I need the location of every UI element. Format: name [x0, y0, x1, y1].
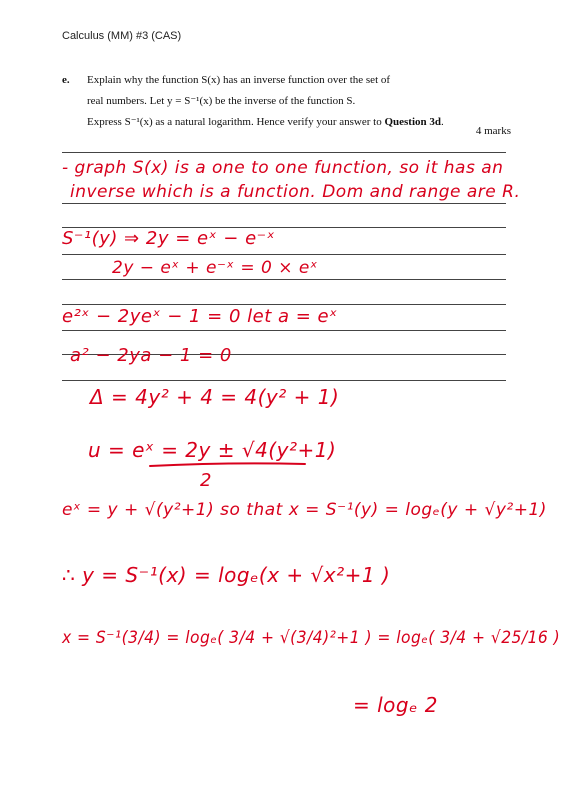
fraction-bar — [150, 463, 305, 466]
handwritten-line-12: = logₑ 2 — [353, 693, 439, 717]
handwritten-line-11: x = S⁻¹(3/4) = logₑ( 3/4 + √(3/4)²+1 ) = logₑ( 3/4 + √25/16 ) — [62, 628, 561, 648]
handwritten-line-10: ∴ y = S⁻¹(x) = logₑ(x + √x²+1 ) — [62, 563, 391, 587]
handwritten-line-1: - graph S(x) is a one to one function, so it has an — [62, 158, 504, 178]
question-line-2: real numbers. Let y = S⁻¹(x) be the inverse of the function S. — [87, 95, 356, 107]
handwritten-line-9: eˣ = y + √(y²+1) so that x = S⁻¹(y) = logₑ(y + √y²+1) — [62, 500, 547, 520]
page-header: Calculus (MM) #3 (CAS) — [62, 30, 182, 42]
handwritten-line-6: a² − 2ya − 1 = 0 — [70, 345, 232, 366]
handwritten-line-5: e²ˣ − 2yeˣ − 1 = 0 let a = eˣ — [62, 306, 338, 327]
handwritten-line-2: inverse which is a function. Dom and range are R. — [70, 182, 521, 202]
question-reference: Question 3d — [384, 116, 442, 128]
question-letter: e. — [62, 74, 70, 86]
handwritten-line-4: 2y − eˣ + e⁻ˣ = 0 × eˣ — [112, 258, 318, 278]
handwritten-line-7: Δ = 4y² + 4 = 4(y² + 1) — [90, 385, 340, 409]
handwritten-line-8-denominator: 2 — [200, 470, 212, 491]
question-line-1: Explain why the function S(x) has an inverse function over the set of — [87, 74, 391, 86]
handwritten-line-8: u = eˣ = 2y ± √4(y²+1) — [88, 438, 337, 462]
marks-label: 4 marks — [475, 125, 511, 137]
handwritten-line-3: S⁻¹(y) ⇒ 2y = eˣ − e⁻ˣ — [62, 228, 276, 249]
question-line-3: Express S⁻¹(x) as a natural logarithm. Hence verify your answer to Question 3d. — [87, 116, 444, 128]
